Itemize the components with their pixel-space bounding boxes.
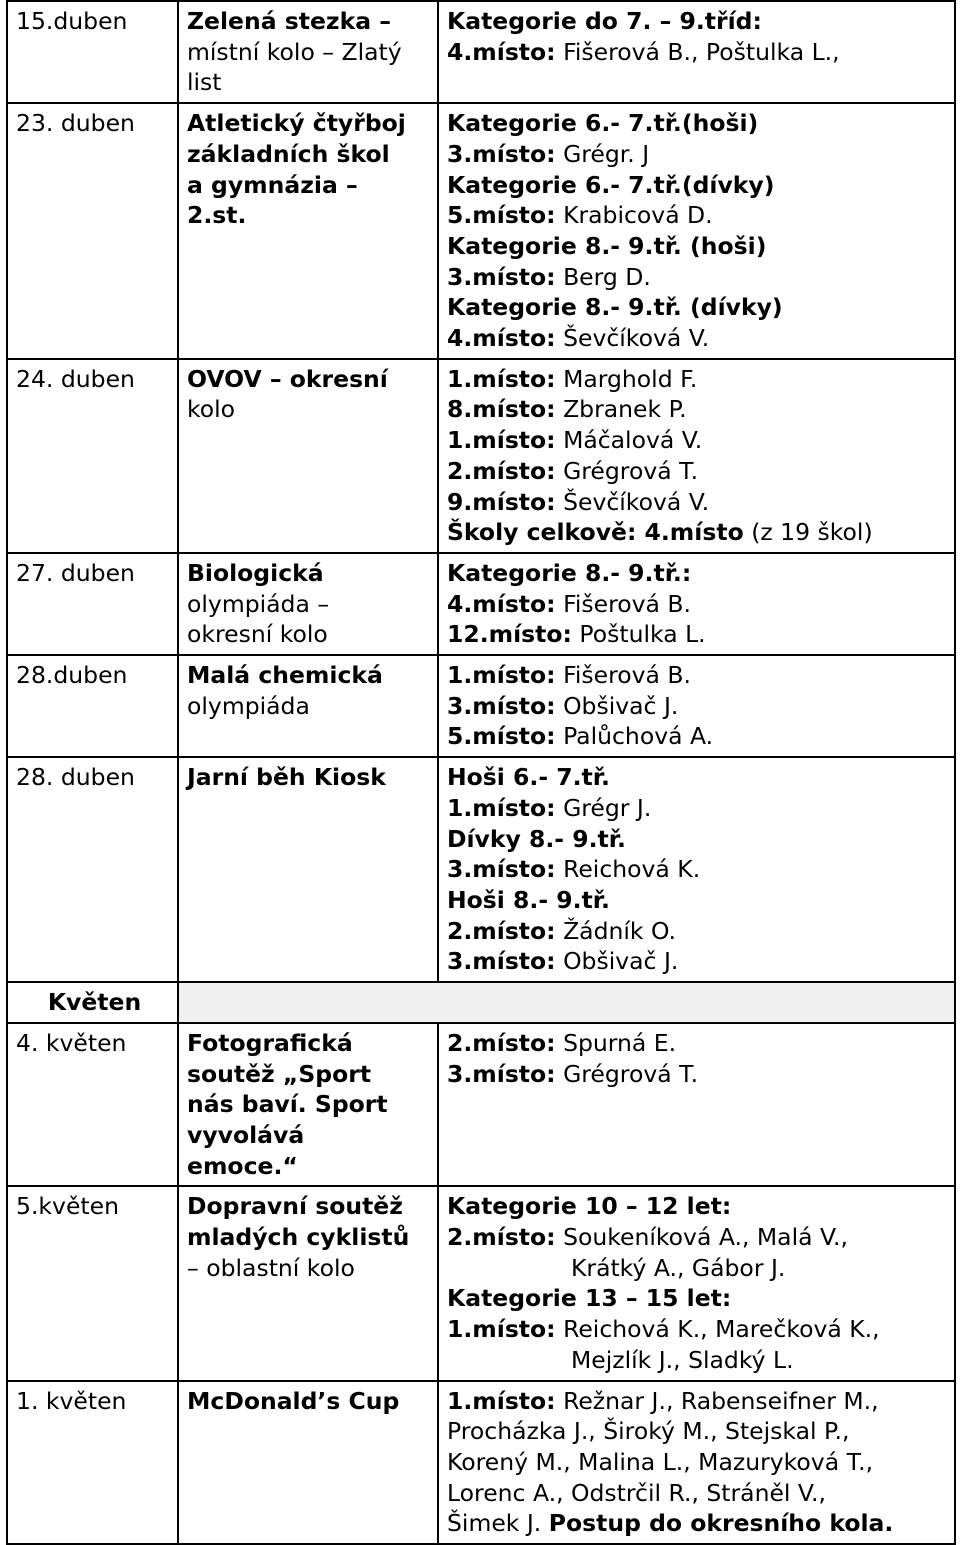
event-name-line: OVOV – okresní [187,364,388,393]
month-spacer [178,982,955,1023]
result-label: Kategorie 10 – 12 let: [447,1192,732,1221]
event-date: 4. květen [7,1023,178,1187]
result-text: Režnar J., Rabenseifner M., [555,1386,879,1415]
result-text: Žádník O. [555,916,676,945]
table-row [7,103,955,359]
result-label: 3.místo: [447,262,556,291]
event-name [178,359,438,553]
result-line [447,364,950,395]
result-label: Kategorie 8.- 9.tř. (dívky) [447,293,783,322]
event-name-line: základních škol [187,139,390,168]
result-line [447,1059,950,1090]
result-label: 2.místo: [447,1028,556,1057]
event-name-line: – oblastní kolo [187,1253,355,1282]
result-line [447,824,950,855]
event-name-line: emoce.“ [187,1151,298,1180]
event-name-line: Biologická [187,558,324,587]
result-text: Grégrová T. [555,1059,699,1088]
result-line [447,1191,950,1222]
result-text: Korený M., Malina L., Mazuryková T., [447,1447,874,1476]
result-text: Palůchová A. [555,722,714,751]
event-name-line: a gymnázia – [187,170,358,199]
event-date: 23. duben [7,103,178,359]
result-line [447,1478,950,1509]
result-label: 1.místo: [447,661,556,690]
result-line [447,660,950,691]
table-row [7,757,955,982]
event-results [438,1381,955,1545]
result-line [447,946,950,977]
event-name [178,1023,438,1187]
result-label: 5.místo: [447,201,556,230]
event-results [438,1186,955,1380]
result-line [447,1028,950,1059]
event-name [178,1186,438,1380]
result-line [447,1345,950,1376]
result-note: Postup do okresního kola. [548,1509,894,1538]
event-name-line: list [187,68,222,97]
result-line [447,456,950,487]
table-row [7,1023,955,1187]
event-name [178,103,438,359]
table-row [7,655,955,757]
result-text: Reichová K., Marečková K., [555,1315,880,1344]
result-text: Lorenc A., Odstrčil R., Stráněl V., [447,1478,826,1507]
result-text: Máčalová V. [555,426,703,455]
result-line [447,487,950,518]
event-name [178,757,438,982]
result-text: Ševčíková V. [555,487,710,516]
event-name-line: kolo [187,395,236,424]
month-label: Květen [7,982,178,1023]
event-name-line: olympiáda [187,691,310,720]
event-results [438,1023,955,1187]
result-text: Berg D. [555,262,651,291]
result-text: Soukeníková A., Malá V., [555,1223,848,1252]
event-name-line: Zelená stezka – [187,7,391,35]
result-line [447,1508,950,1539]
event-name-line: olympiáda – [187,589,330,618]
result-label: 1.místo: [447,793,556,822]
result-text: Fišerová B., Poštulka L., [555,37,840,66]
result-line [447,1386,950,1417]
event-date: 24. duben [7,359,178,553]
event-date: 1. květen [7,1381,178,1545]
result-label: 2.místo: [447,916,556,945]
result-line [447,262,950,293]
result-label: 2.místo: [447,456,556,485]
result-line [447,108,950,139]
table-row [7,553,955,655]
event-results [438,655,955,757]
event-results [438,553,955,655]
result-text: Grégrová T. [555,456,699,485]
event-date: 28. duben [7,757,178,982]
result-label: 4.místo: [447,589,556,618]
result-label: 4.místo: [447,324,556,353]
result-text: Marghold F. [555,364,698,393]
result-label: 1.místo: [447,1386,556,1415]
result-text: Grégr. J [555,139,650,168]
result-text: Spurná E. [555,1028,677,1057]
result-label: 3.místo: [447,855,556,884]
result-label: 12.místo: [447,620,572,649]
result-line [447,37,950,68]
result-text: Reichová K. [555,855,701,884]
result-line [447,6,950,37]
result-line [447,762,950,793]
result-label: Kategorie do 7. – 9.tříd: [447,7,762,35]
result-line [447,292,950,323]
event-results [438,757,955,982]
event-name-line: Atletický čtyřboj [187,109,406,138]
event-name-line: McDonald’s Cup [187,1386,400,1415]
result-line [447,139,950,170]
result-line [447,1416,950,1447]
table-row [7,1381,955,1545]
result-line [447,517,950,548]
result-label: Kategorie 8.- 9.tř.: [447,558,692,587]
result-text: Fišerová B. [555,589,691,618]
result-line [447,1314,950,1345]
result-label: Kategorie 8.- 9.tř. (hoši) [447,231,767,260]
table-row [7,1,955,103]
result-text: Šimek J. [447,1509,549,1538]
event-date: 27. duben [7,553,178,655]
result-text: Obšivač J. [555,691,679,720]
table-row [7,1186,955,1380]
result-line [447,170,950,201]
result-label: 3.místo: [447,691,556,720]
result-label: Kategorie 13 – 15 let: [447,1284,732,1313]
event-date: 28.duben [7,655,178,757]
result-line [447,721,950,752]
event-name-line: mladých cyklistů [187,1223,410,1252]
event-name-line: 2.st. [187,201,247,230]
event-name [178,1,438,103]
result-label: 1.místo: [447,364,556,393]
result-line [447,793,950,824]
result-label: 9.místo: [447,487,556,516]
result-label: 8.místo: [447,395,556,424]
event-name-line: místní kolo – Zlatý [187,37,402,66]
event-name-line: Dopravní soutěž [187,1192,403,1221]
result-label: Hoši 8.- 9.tř. [447,885,610,914]
result-line [447,854,950,885]
result-text: Obšivač J. [555,947,679,976]
result-label: 1.místo: [447,426,556,455]
result-text: Poštulka L. [571,620,706,649]
event-name-line: okresní kolo [187,620,328,649]
result-label: 3.místo: [447,139,556,168]
result-line [447,200,950,231]
event-results [438,359,955,553]
result-text: Krátký A., Gábor J. [571,1253,786,1282]
event-date: 5.květen [7,1186,178,1380]
result-line [447,323,950,354]
result-line [447,619,950,650]
result-line [447,1222,950,1253]
result-label: Školy celkově: 4.místo [447,518,744,547]
result-text: Ševčíková V. [555,324,710,353]
result-text: Fišerová B. [555,661,691,690]
event-name-line: nás baví. Sport [187,1090,388,1119]
result-text: Mejzlík J., Sladký L. [571,1345,794,1374]
result-text: Krabicová D. [555,201,713,230]
event-name [178,655,438,757]
event-name [178,1381,438,1545]
result-text: Zbranek P. [555,395,687,424]
result-line [447,916,950,947]
event-name-line: Jarní běh Kiosk [187,763,386,792]
result-line [447,231,950,262]
result-label: 2.místo: [447,1223,556,1252]
result-text: Procházka J., Široký M., Stejskal P., [447,1417,850,1446]
result-line [447,394,950,425]
month-header-row [7,982,955,1023]
result-line [447,1253,950,1284]
result-label: Kategorie 6.- 7.tř.(dívky) [447,170,775,199]
result-label: 1.místo: [447,1315,556,1344]
result-line [447,589,950,620]
result-line [447,425,950,456]
event-name-line: soutěž „Sport [187,1059,372,1088]
result-label: 3.místo: [447,1059,556,1088]
result-label: Hoši 6.- 7.tř. [447,763,610,792]
result-text: (z 19 škol) [743,518,873,547]
result-text: Grégr J. [555,793,652,822]
event-name-line: vyvolává [187,1120,305,1149]
result-label: Dívky 8.- 9.tř. [447,824,626,853]
event-name-line: Malá chemická [187,661,383,690]
result-label: Kategorie 6.- 7.tř.(hoši) [447,109,759,138]
result-line [447,1283,950,1314]
result-line [447,691,950,722]
event-name [178,553,438,655]
result-label: 3.místo: [447,947,556,976]
results-table [6,0,956,1545]
result-line [447,558,950,589]
event-results [438,103,955,359]
result-label: 4.místo: [447,37,556,66]
event-results [438,1,955,103]
table-row [7,359,955,553]
result-line [447,1447,950,1478]
result-label: 5.místo: [447,722,556,751]
result-line [447,885,950,916]
event-date: 15.duben [7,1,178,103]
event-name-line: Fotografická [187,1028,353,1057]
